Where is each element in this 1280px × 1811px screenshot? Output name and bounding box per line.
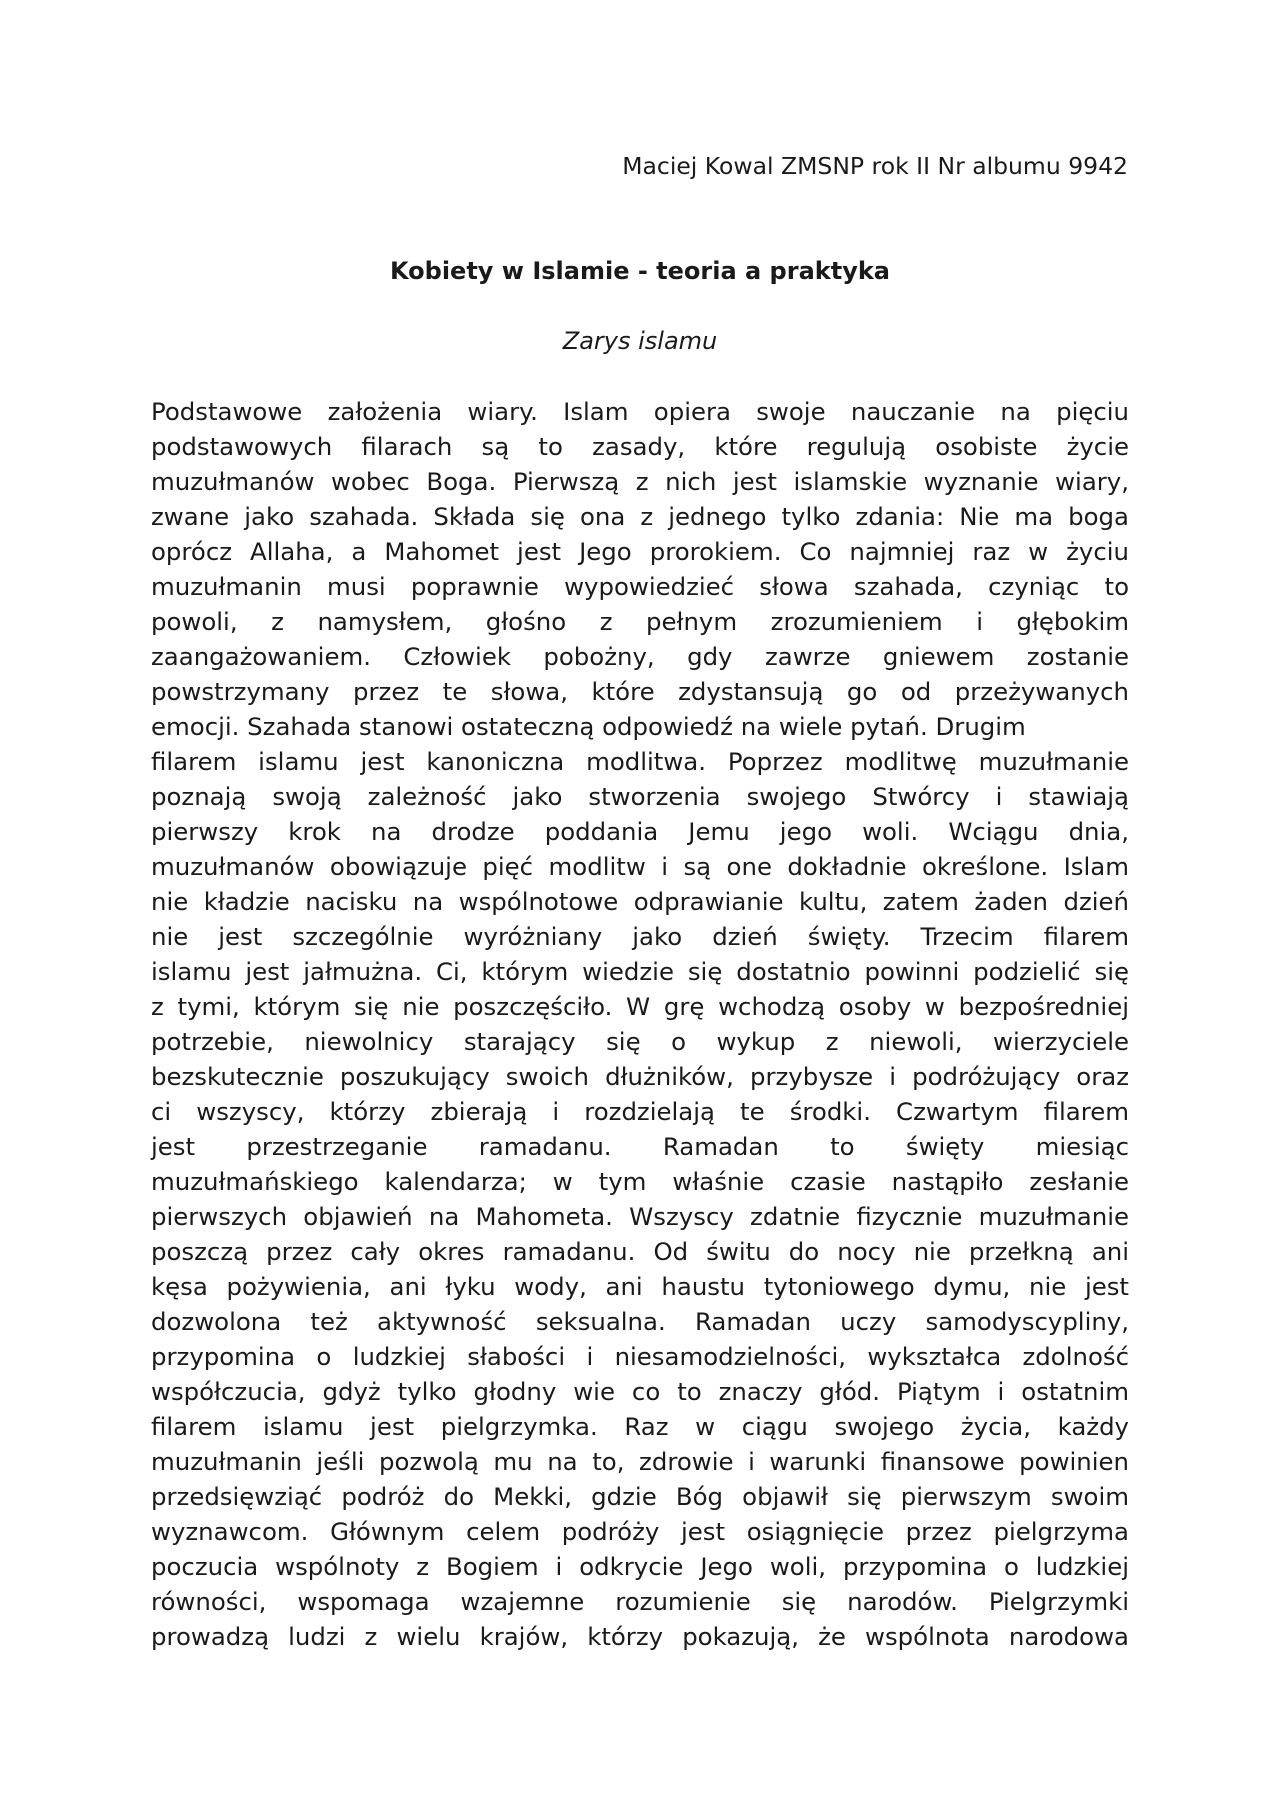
body-line: oprócz Allaha, a Mahomet jest Jego prorokiem. Co najmniej raz w życiu — [151, 537, 1129, 566]
body-line: ci wszyscy, którzy zbierają i rozdzielają te środki. Czwartym filarem — [151, 1097, 1129, 1126]
body-line: jest przestrzeganie ramadanu. Ramadan to święty miesiąc — [151, 1132, 1129, 1161]
body-line: pierwszy krok na drodze poddania Jemu jego woli. Wciągu dnia, — [151, 817, 1129, 846]
document-title: Kobiety w Islamie - teoria a praktyka — [389, 257, 890, 285]
body-line: potrzebie, niewolnicy starający się o wykup z niewoli, wierzyciele — [151, 1027, 1129, 1056]
body-line: muzułmanów obowiązuje pięć modlitw i są one dokładnie określone. Islam — [151, 852, 1129, 881]
body-line: poczucia wspólnoty z Bogiem i odkrycie Jego woli, przypomina o ludzkiej — [151, 1552, 1129, 1581]
body-line: równości, wspomaga wzajemne rozumienie się narodów. Pielgrzymki — [151, 1587, 1129, 1616]
body-line: kęsa pożywienia, ani łyku wody, ani haustu tytoniowego dymu, nie jest — [151, 1272, 1129, 1301]
body-line: nie jest szczególnie wyróżniany jako dzień święty. Trzecim filarem — [151, 922, 1129, 951]
body-line: powstrzymany przez te słowa, które zdystansują go od przeżywanych — [151, 677, 1129, 706]
body-line: muzułmanin musi poprawnie wypowiedzieć słowa szahada, czyniąc to — [151, 572, 1129, 601]
body-line: powoli, z namysłem, głośno z pełnym zrozumieniem i głębokim — [151, 607, 1129, 636]
body-line: muzułmanin jeśli pozwolą mu na to, zdrowie i warunki finansowe powinien — [151, 1447, 1129, 1476]
body-line: muzułmanów wobec Boga. Pierwszą z nich jest islamskie wyznanie wiary, — [151, 467, 1129, 496]
body-line: pierwszych objawień na Mahometa. Wszyscy zdatnie fizycznie muzułmanie — [151, 1202, 1129, 1231]
body-line: zwane jako szahada. Składa się ona z jednego tylko zdania: Nie ma boga — [151, 502, 1129, 531]
body-line: przypomina o ludzkiej słabości i niesamodzielności, wykształca zdolność — [151, 1342, 1129, 1371]
body-line: współczucia, gdyż tylko głodny wie co to znaczy głód. Piątym i ostatnim — [151, 1377, 1129, 1406]
body-line: przedsięwziąć podróż do Mekki, gdzie Bóg objawił się pierwszym swoim — [151, 1482, 1129, 1511]
section-title: Zarys islamu — [562, 327, 718, 355]
body-paragraph — [151, 394, 1129, 1654]
body-line: islamu jest jałmużna. Ci, którym wiedzie się dostatnio powinni podzielić się — [151, 957, 1129, 986]
body-line: nie kładzie nacisku na wspólnotowe odprawianie kultu, zatem żaden dzień — [151, 887, 1129, 916]
body-line: emocji. Szahada stanowi ostateczną odpowiedź na wiele pytań. Drugim — [151, 712, 1026, 741]
body-line: poznają swoją zależność jako stworzenia swojego Stwórcy i stawiają — [151, 782, 1129, 811]
body-line: podstawowych filarach są to zasady, które regulują osobiste życie — [151, 432, 1129, 461]
body-line: prowadzą ludzi z wielu krajów, którzy pokazują, że wspólnota narodowa — [151, 1622, 1129, 1651]
body-line: poszczą przez cały okres ramadanu. Od świtu do nocy nie przełkną ani — [151, 1237, 1129, 1266]
body-line: filarem islamu jest kanoniczna modlitwa. Poprzez modlitwę muzułmanie — [151, 747, 1129, 776]
body-line: z tymi, którym się nie poszczęściło. W grę wchodzą osoby w bezpośredniej — [151, 992, 1129, 1021]
body-line: filarem islamu jest pielgrzymka. Raz w ciągu swojego życia, każdy — [151, 1412, 1129, 1441]
body-line: wyznawcom. Głównym celem podróży jest osiągnięcie przez pielgrzyma — [151, 1517, 1129, 1546]
body-line: zaangażowaniem. Człowiek pobożny, gdy zawrze gniewem zostanie — [151, 642, 1129, 671]
author-line: Maciej Kowal ZMSNP rok II Nr albumu 9942 — [622, 152, 1128, 180]
body-line: dozwolona też aktywność seksualna. Ramadan uczy samodyscypliny, — [151, 1307, 1129, 1336]
body-line: Podstawowe założenia wiary. Islam opiera swoje nauczanie na pięciu — [151, 397, 1129, 426]
body-line: bezskutecznie poszukujący swoich dłużników, przybysze i podróżujący oraz — [151, 1062, 1129, 1091]
body-line: muzułmańskiego kalendarza; w tym właśnie czasie nastąpiło zesłanie — [151, 1167, 1129, 1196]
